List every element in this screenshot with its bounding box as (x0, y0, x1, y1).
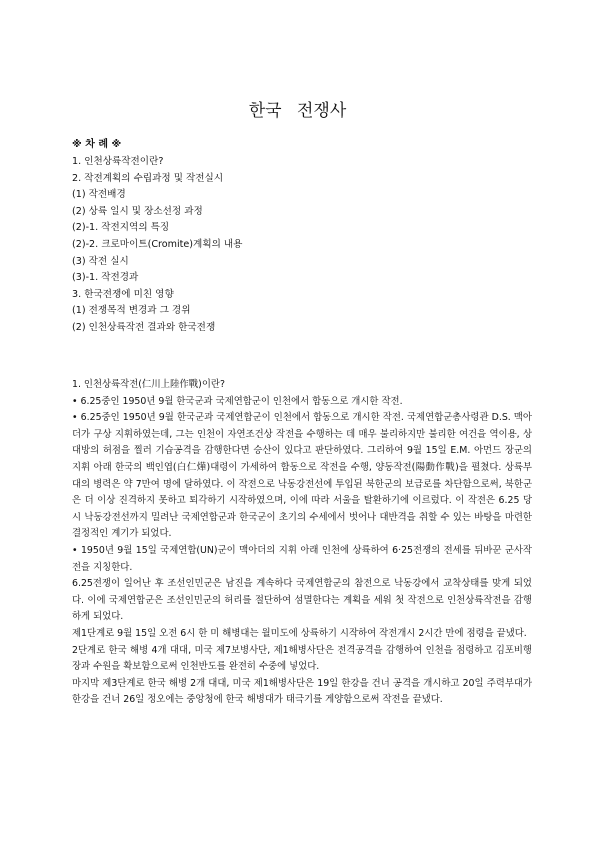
body-paragraph: • 1950년 9월 15일 국제연합(UN)군이 맥아더의 지휘 아래 인천에 상륙하여 6·25전쟁의 전세를 뒤바꾼 군사작전을 지칭한다. (72, 544, 532, 573)
toc-item: (2) 상륙 일시 및 장소선정 과정 (72, 205, 203, 217)
toc-item: 2. 작전계획의 수립과정 및 작전실시 (72, 172, 224, 184)
body-paragraph: 제1단계로 9월 15일 오전 6시 한 미 해병대는 월미도에 상륙하기 시작하여 작전개시 2시간 만에 점령을 끝냈다. (72, 627, 527, 639)
toc-item: 3. 한국전쟁에 미친 영향 (72, 288, 174, 300)
toc-item: (2)-2. 크로마이트(Cromite)계획의 내용 (72, 238, 243, 250)
toc-item: 1. 인천상륙작전이란? (72, 156, 164, 167)
section-heading: 1. 인천상륙작전(仁川上陸作戰)이란? (72, 379, 225, 390)
table-of-contents (72, 137, 532, 337)
toc-item: (1) 작전배경 (72, 189, 126, 201)
document-body (72, 377, 532, 709)
body-paragraph: • 6.25중인 1950년 9월 한국군과 국제연합군이 인천에서 합동으로 개시한 작전. 국제연합군총사령관 D.S. 맥아더가 구상 지휘하였는데, 그는 인천이 자연조건상 작전을 수행하는 데 매우 불리하지만 불리한 여건을 역이용, 상대방의 허점을 찔러 기습공격을 감행한다면 승산이 있다고 판단하였다. 그리하여 9월 15일 E.M. 아먼드 장군의 지휘 아래 한국의 백인엽(白仁燁)대령이 가세하여 합동으로 작전을 수행, 양동작전(陽動作戰)을 펼쳤다. 상륙부대의 병력은 약 7만여 명에 달하였다. 이 작전으로 낙동강전선에 투입된 북한군의 보급로를 차단함으로써, 북한군은 더 이상 진격하지 못하고 퇴각하기 시작하였으며, 이에 따라 서울을 탈환하기에 이르렀다. 이 작전은 6.25 당시 낙동강전선까지 밀려난 국제연합군과 한국군이 초기의 수세에서 벗어나 대반격을 취할 수 있는 바탕을 마련한 결정적인 계기가 되었다. (72, 412, 532, 540)
body-paragraph: • 6.25중인 1950년 9월 한국군과 국제연합군이 인천에서 합동으로 개시한 작전. (72, 395, 403, 407)
toc-item: (3) 작전 실시 (72, 255, 129, 267)
document-title: 한국 전쟁사 (248, 101, 347, 121)
body-paragraph: 2단계로 한국 해병 4개 대대, 미국 제7보병사단, 제1해병사단은 전격공격을 감행하여 인천을 점령하고 김포비행장과 수원을 확보함으로써 인천반도를 완전히 수중에 넣었다. (72, 644, 532, 673)
body-paragraph: 6.25전쟁이 일어난 후 조선인민군은 남진을 계속하다 국제연합군의 참전으로 낙동강에서 교착상태를 맞게 되었다. 이에 국제연합군은 조선인민군의 허리를 절단하여 섬멸한다는 계획을 세워 첫 작전으로 인천상륙작전을 감행하게 되었다. (72, 578, 532, 623)
toc-item: (2)-1. 작전지역의 특징 (72, 222, 170, 234)
toc-item: (1) 전쟁목적 변경과 그 경위 (72, 305, 191, 317)
toc-item: (2) 인천상륙작전 결과와 한국전쟁 (72, 321, 216, 333)
toc-item: (3)-1. 작전경과 (72, 272, 139, 284)
toc-heading: ※ 차 례 ※ (72, 139, 122, 150)
body-paragraph: 마지막 제3단계로 한국 해병 2개 대대, 미국 제1해병사단은 19일 한강을 건너 공격을 개시하고 20일 주력부대가 한강을 건너 26일 정오에는 중앙청에 한국 해병대가 태극기를 게양함으로써 작전을 끝냈다. (72, 677, 532, 706)
